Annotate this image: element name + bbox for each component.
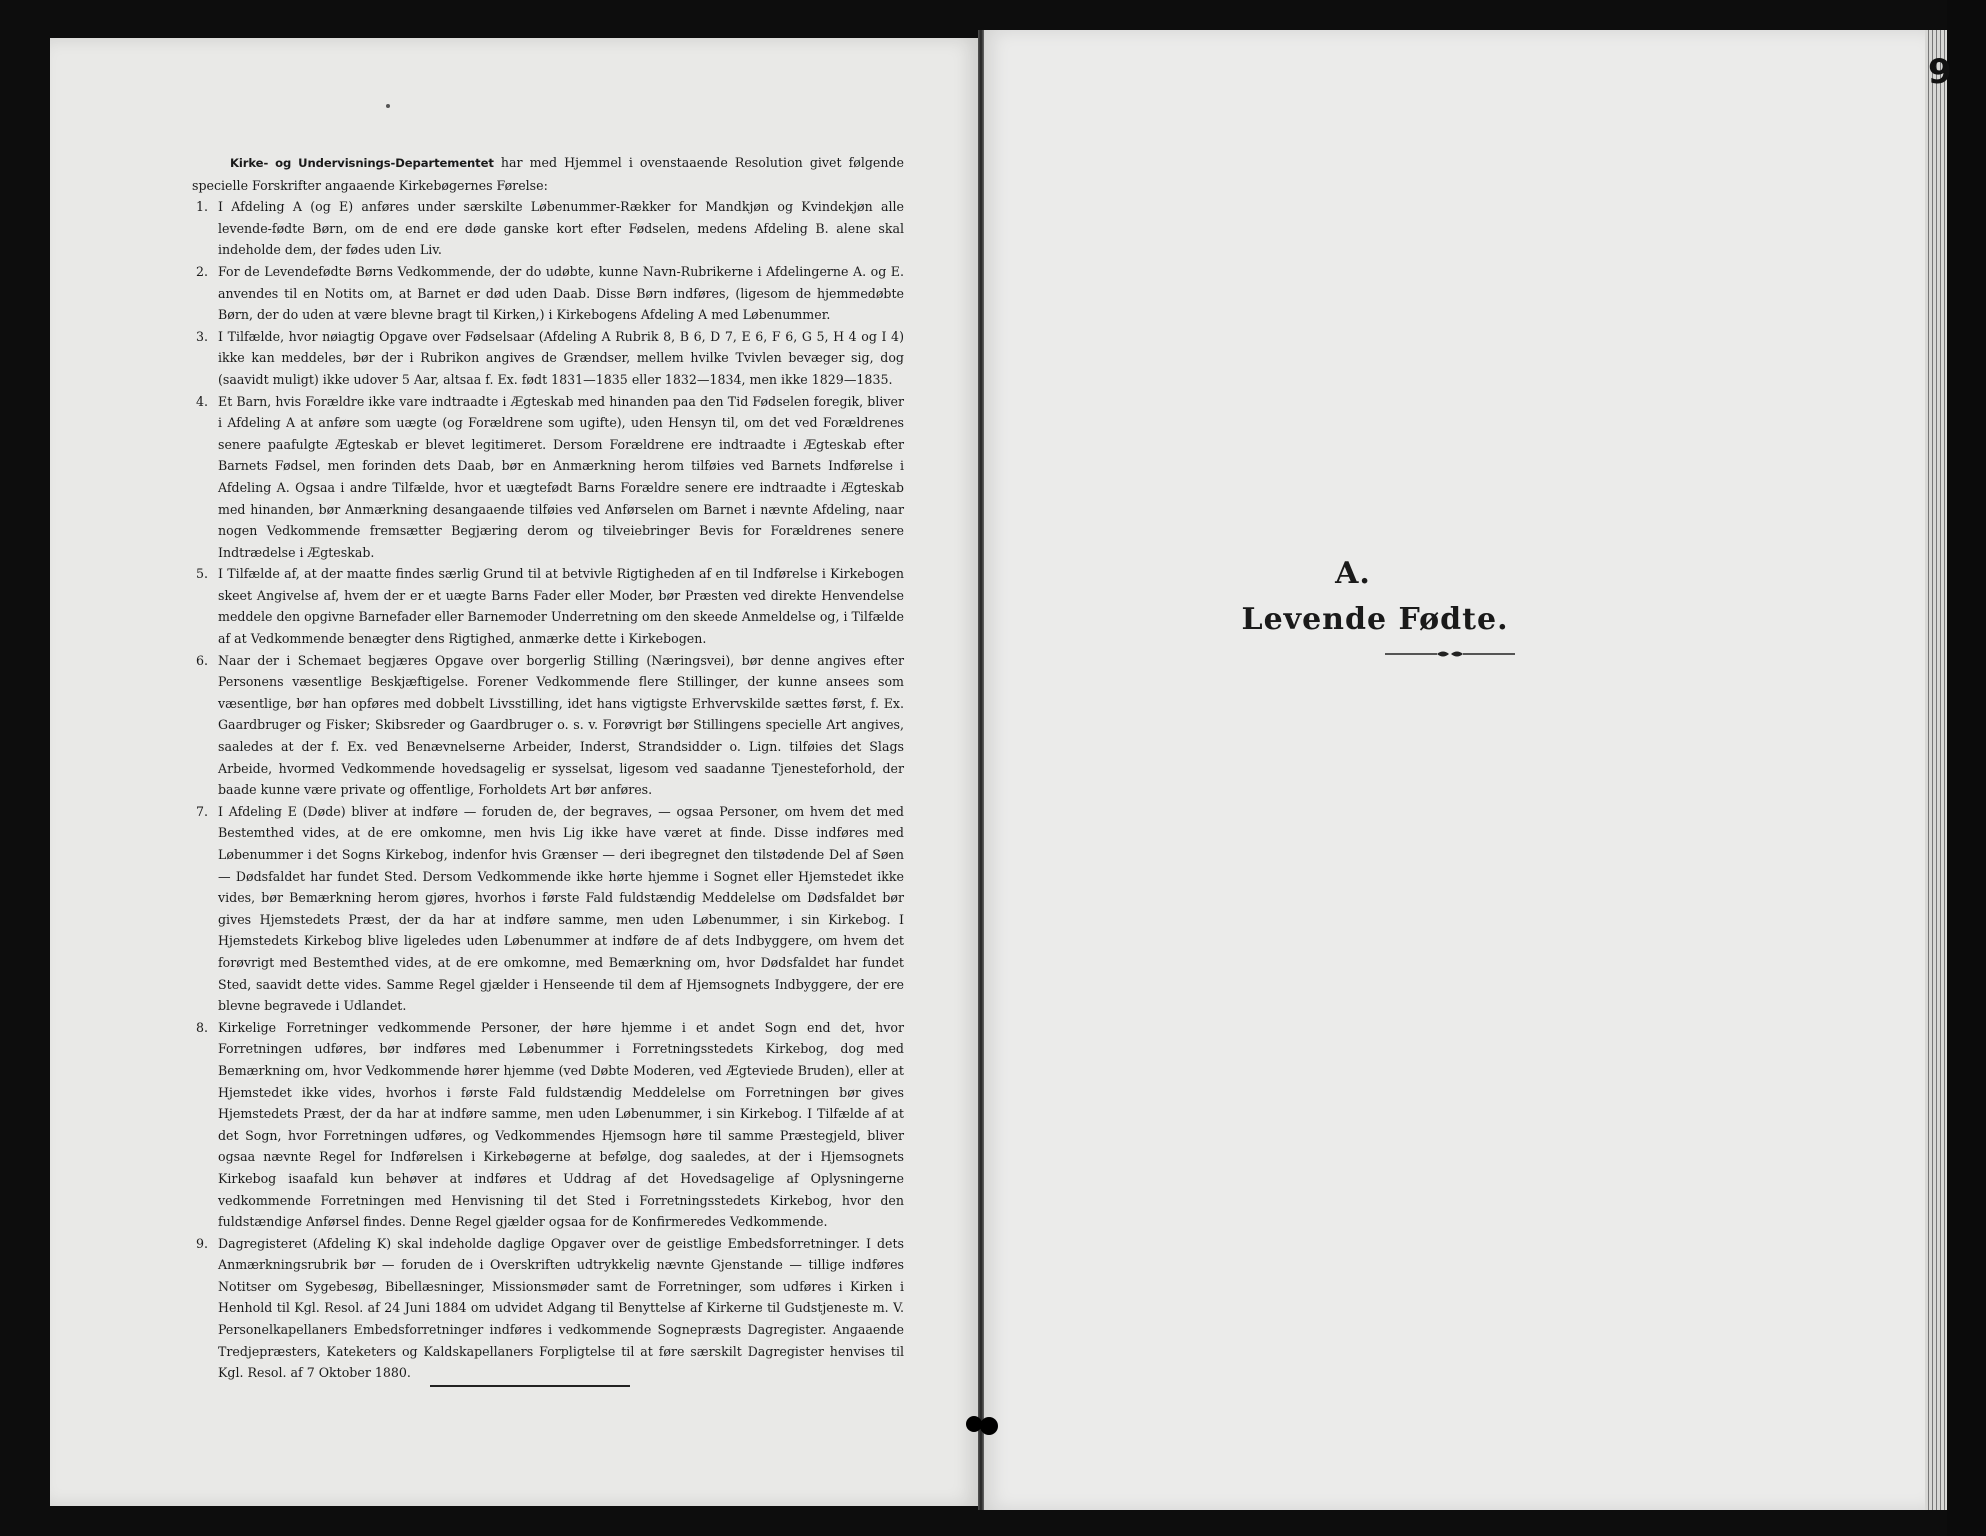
rule-item [192,1233,904,1384]
book-gutter [978,30,984,1510]
rule-item [192,650,904,801]
rule-text: I Tilfælde af, at der maatte findes særlig Grund til at betvivle Rigtigheden af en til Indførelse i Kirkebogen skeet Angivelse af, hvem der er et uægte Barns Fader eller Moder, bør Præsten ved direkte Henvendelse meddele den opgivne Barnefader eller Barnemoder Underretning om den skeede Anmeldelse og, i Tilfælde af at Vedkommende benægter dens Rigtighed, anmærke dette i Kirkebogen. [218,566,904,647]
rule-text: Dagregisteret (Afdeling K) skal indeholde daglige Opgaver over de geistlige Embedsforretninger. I dets Anmærkningsrubrik bør — foruden de i Overskriften udtrykkelig nævnte Gjenstande — tillige indføres Notitser om Sygebesøg, Bibellæsninger, Missionsmøder samt de Forretninger, som udføres i Kirken i Henhold til Kgl. Resol. af 24 Juni 1884 om udvidet Adgang til Benyttelse af Kirkerne til Gudstjeneste m. V. Personelkapellaners Embedsforretninger indføres i vedkommende Sognepræsts Dagregister. Angaaende Tredjepræsters, Kateketers og Kaldskapellaners Forpligtelse til at føre særskilt Dagregister henvises til Kgl. Resol. af 7 Oktober 1880. [218,1235,904,1381]
rule-item [192,1017,904,1233]
rule-number: 5. [196,566,209,582]
closing-rule [430,1385,630,1387]
rule-number: 4. [196,393,209,409]
intro-text: har med Hjemmel i ovenstaaende Resolution givet følgende specielle Forskrifter angaaende Kirkebøgernes Førelse: [192,155,904,193]
rule-item [192,261,904,326]
rule-number: 2. [196,263,209,279]
rule-text: Kirkelige Forretninger vedkommende Personer, der høre hjemme i et andet Sogn end det, hvor Forretningen udføres, bør indføres med Løbenummer i Forretningsstedets Kirkebog, dog med Bemærkning om, hvor Vedkommende hører hjemme (ved Døbte Moderen, ved Ægteviede Bruden), eller at Hjemstedet ikke vides, hvorhos i første Fald fuldstændig Meddelelse om Forretningen bør gives Hjemstedets Præst, der da har at indføre samme, men uden Løbenummer, i sin Kirkebog. I Tilfælde af at det Sogn, hvor Forretningen udføres, og Vedkommendes Hjemsogn høre til samme Præstegjeld, bliver ogsaa nævnte Regel for Indførelsen i Kirkebøgerne at befølge, dog saaledes, at der i Hjemsognets Kirkebog isaafald kun behøver at indføres et Uddrag af det Hovedsagelige af Oplysningerne vedkommende Forretningen med Henvisning til det Sted i Forretningsstedets Kirkebog, hvor den fuldstændige Anførsel findes. Denne Regel gjælder ogsaa for de Konfirmeredes Vedkommende. [218,1019,904,1230]
rule-text: For de Levendefødte Børns Vedkommende, der do udøbte, kunne Navn-Rubrikerne i Afdelingerne A. og E. anvendes til en Notits om, at Barnet er død uden Daab. Disse Børn indføres, (ligesom de hjemmedøbte Børn, der do uden at være blevne bragt til Kirken,) i Kirkebogens Afdeling A med Løbenummer. [218,263,904,323]
rule-text: I Tilfælde, hvor nøiagtig Opgave over Fødselsaar (Afdeling A Rubrik 8, B 6, D 7, E 6, F 6, G 5, H 4 og I 4) ikke kan meddeles, bør der i Rubrikon angives de Grændser, mellem hvilke Tvivlen bevæger sig, dog (saavidt muligt) ikke udover 5 Aar, altsaa f. Ex. født 1831—1835 eller 1832—1834, men ikke 1829—1835. [218,328,904,387]
rule-number: 9. [196,1235,209,1251]
rule-item [192,326,904,391]
ink-blot [962,1412,1002,1438]
rule-number: 8. [196,1019,209,1035]
rule-item [192,391,904,564]
rule-item [192,196,904,261]
rule-item [192,801,904,1017]
rule-number: 1. [196,199,209,215]
right-page [982,30,1927,1510]
section-title: Levende Fødte. [1241,602,1509,637]
rule-number: 6. [196,652,209,668]
rule-text: Et Barn, hvis Forældre ikke vare indtraadte i Ægteskab med hinanden paa den Tid Fødselen foregik, bliver i Afdeling A at anføre som uægte (og Forældrene som ugifte), uden Hensyn til, om det ved Forældrenes senere paafulgte Ægteskab er blevet legitimeret. Dersom Forældrene ere indtraadte i Ægteskab efter Barnets Fødsel, men forinden dets Daab, bør en Anmærkning herom tilføies ved Barnets Indførelse i Afdeling A. Ogsaa i andre Tilfælde, hvor et uægtefødt Barns Forældre senere ere indtraadte i Ægteskab med hinanden, bør Anmærkning desangaaende tilføies ved Anførselen om Barnet i nævnte Afdeling, naar nogen Vedkommende fremsætter Begjæring derom og tilveiebringer Bevis for Forældrenes senere Indtrædelse i Ægteskab. [218,393,904,560]
rules-list [192,196,904,1384]
rule-text: I Afdeling A (og E) anføres under særskilte Løbenummer-Rækker for Mandkjøn og Kvindekjøn alle levende-fødte Børn, om de end ere døde ganske kort efter Fødselen, medens Afdeling B. alene skal indeholde dem, der fødes uden Liv. [218,199,904,258]
scan-background-right [1947,0,1986,1536]
speck [386,104,390,108]
rule-text: I Afdeling E (Døde) bliver at indføre — foruden de, der begraves, — ogsaa Personer, om hvem det med Bestemthed vides, at de ere omkomne, men hvis Lig ikke have været at finde. Disse indføres med Løbenummer i det Sogns Kirkebog, indenfor hvis Grænser — deri ibegregnet den tilstødende Del af Søen — Dødsfaldet har fundet Sted. Dersom Vedkommende ikke hørte hjemme i Sognet eller Hjemstedet ikke vides, bør Bemærkning herom gjøres, hvorhos i første Fald fuldstændig Meddelelse om Dødsfaldet bør gives Hjemstedets Præst, der da har at indføre samme, men uden Løbenummer, i sin Kirkebog. I Hjemstedets Kirkebog blive ligeledes uden Løbenummer at indføre de af dets Indbyggere, om hvem det forøvrigt med Bestemthed vides, at de ere omkomne, med Bemærkning om, hvor Dødsfaldet har fundet Sted, saavidt dette vides. Samme Regel gjælder i Henseende til dem af Hjemsognets Indbyggere, der ere blevne begravede i Udlandet. [218,803,904,1014]
rule-item [192,563,904,649]
rule-number: 3. [196,328,209,344]
rule-text: Naar der i Schemaet begjæres Opgave over borgerlig Stilling (Næringsvei), bør denne angives efter Personens væsentlige Beskjæftigelse. Forener Vedkommende flere Stillinger, der kunne ansees som væsentlige, bør han opføres med dobbelt Livsstilling, idet hans vigtigste Erhvervskilde sættes først, f. Ex. Gaardbruger og Fisker; Skibsreder og Gaardbruger o. s. v. Forøvrigt bør Stillingens specielle Art angives, saaledes at der f. Ex. ved Benævnelserne Arbeider, Inderst, Strandsidder o. Lign. tilføies det Slags Arbeide, hvormed Vedkommende hovedsagelig er sysselsat, ligesom ved saadanne Tjenesteforhold, der baade kunne være private og offentlige, Forholdets Art bør anføres. [218,652,904,798]
ornament-divider [1385,648,1515,660]
section-letter: A. [1335,556,1371,591]
rule-number: 7. [196,803,209,819]
page-edges [1925,30,1947,1510]
regulations-text [192,152,904,1384]
page-number: 9 [1928,52,1952,92]
department-name: Kirke- og Undervisnings-Departementet [230,156,494,170]
intro-paragraph [192,152,904,196]
